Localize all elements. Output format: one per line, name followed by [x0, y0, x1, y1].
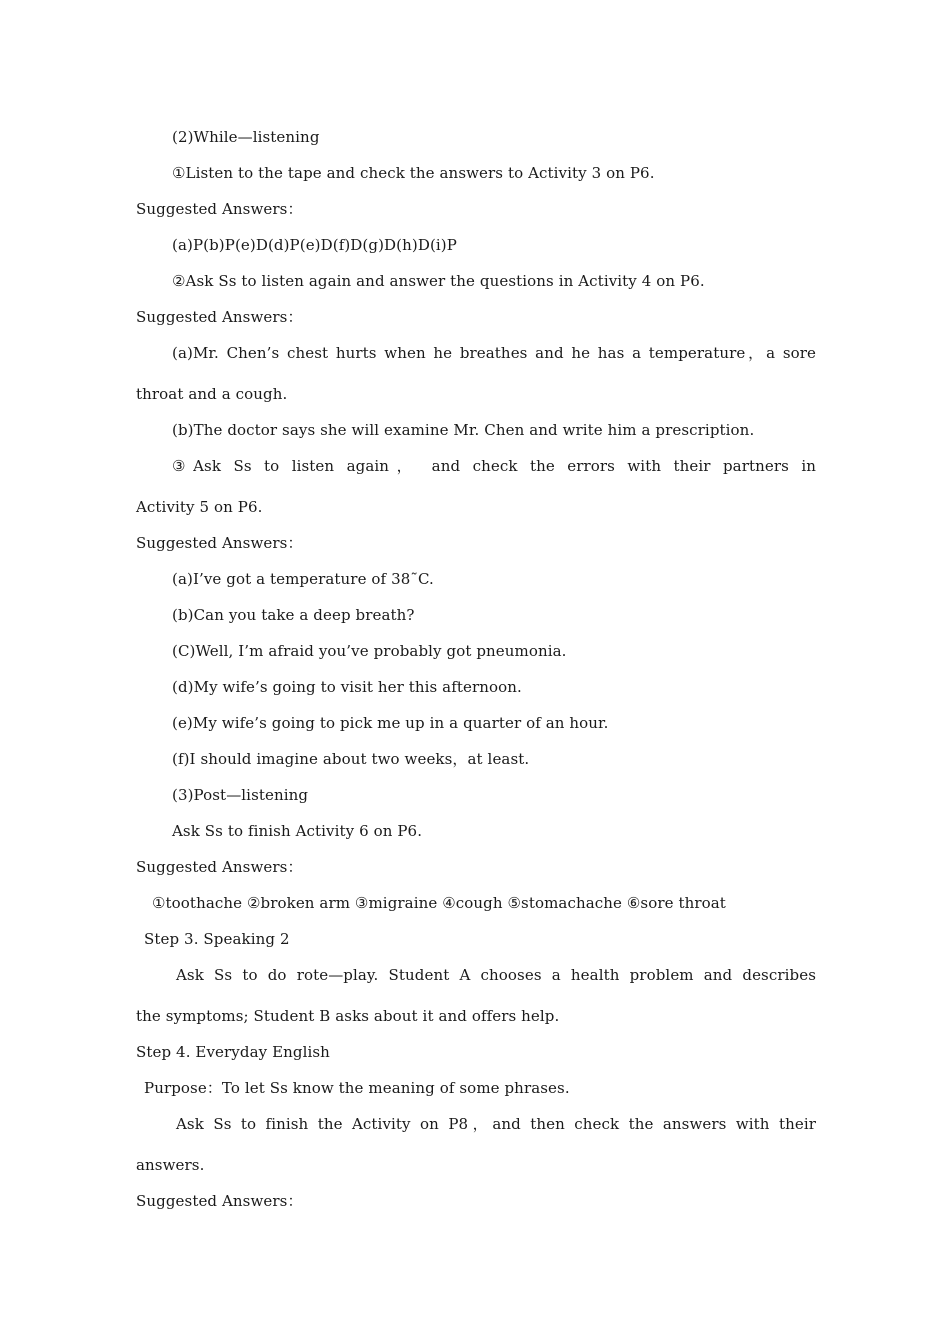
- answer-line: (d)My wife’s going to visit her this afternoon.: [172, 678, 522, 696]
- answer-line: (a)I’ve got a temperature of 38˜C.: [172, 570, 434, 588]
- answer-line: ①toothache ②broken arm ③migraine ④cough ⑤stomachache ⑥sore throat: [152, 894, 726, 912]
- paragraph-continued: answers.: [136, 1156, 205, 1174]
- suggested-answers-label: Suggested Answers：: [136, 858, 303, 876]
- paragraph-continued: the symptoms; Student B asks about it and offers help.: [136, 1007, 560, 1025]
- answer-line-continued: throat and a cough.: [136, 385, 288, 403]
- paragraph: Ask Ss to finish Activity 6 on P6.: [172, 822, 423, 840]
- suggested-answers-label: Suggested Answers：: [136, 1192, 303, 1210]
- answer-line: (a)Mr. Chen’s chest hurts when he breathes and he has a temperature，a sore: [172, 344, 816, 362]
- paragraph: Ask Ss to finish the Activity on P8，and then check the answers with their: [176, 1115, 816, 1133]
- paragraph: Ask Ss to do rote—play. Student A chooses a health problem and describes: [176, 966, 816, 984]
- suggested-answers-label: Suggested Answers：: [136, 308, 303, 326]
- suggested-answers-label: Suggested Answers：: [136, 200, 303, 218]
- step-heading: Step 3. Speaking 2: [144, 930, 290, 948]
- heading-post-listening: (3)Post—listening: [172, 786, 309, 804]
- answer-line: (f)I should imagine about two weeks，at least.: [172, 750, 530, 768]
- heading-while-listening: (2)While—listening: [172, 128, 320, 146]
- paragraph: ②Ask Ss to listen again and answer the questions in Activity 4 on P6.: [172, 272, 705, 290]
- purpose-line: Purpose：To let Ss know the meaning of some phrases.: [144, 1079, 570, 1097]
- suggested-answers-label: Suggested Answers：: [136, 534, 303, 552]
- answer-line: (b)The doctor says she will examine Mr. Chen and write him a prescription.: [172, 421, 755, 439]
- answer-line: (b)Can you take a deep breath?: [172, 606, 415, 624]
- answer-line: (a)P(b)P(e)D(d)P(e)D(f)D(g)D(h)D(i)P: [172, 236, 457, 254]
- paragraph: ①Listen to the tape and check the answers to Activity 3 on P6.: [172, 164, 655, 182]
- step-heading: Step 4. Everyday English: [136, 1043, 330, 1061]
- paragraph-continued: Activity 5 on P6.: [136, 498, 263, 516]
- answer-line: (e)My wife’s going to pick me up in a quarter of an hour.: [172, 714, 609, 732]
- answer-line: (C)Well, I’m afraid you’ve probably got pneumonia.: [172, 642, 567, 660]
- paragraph: ③Ask Ss to listen again， and check the errors with their partners in: [172, 457, 816, 475]
